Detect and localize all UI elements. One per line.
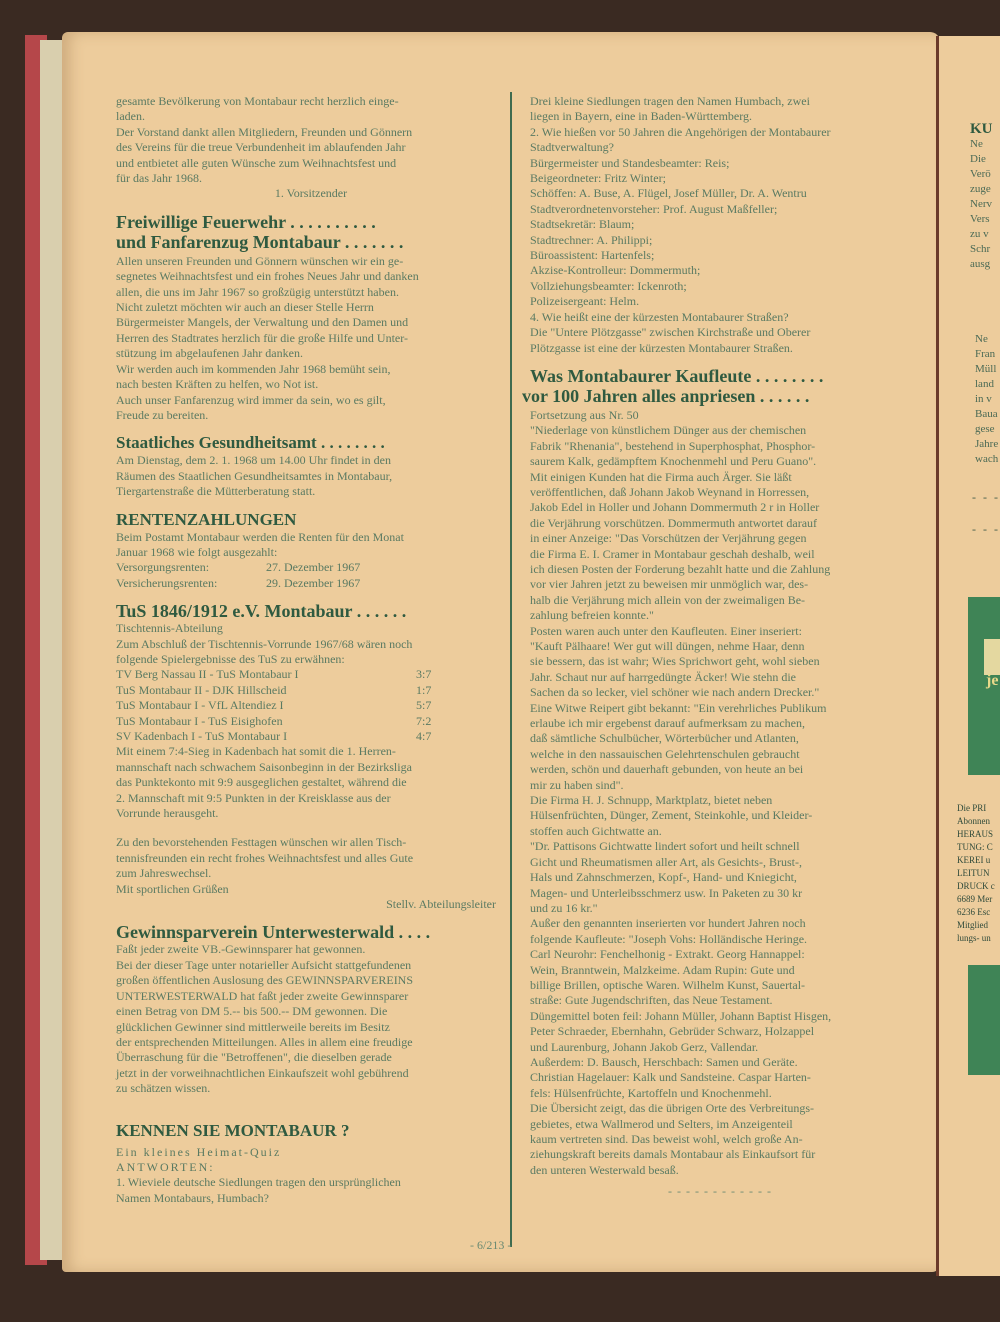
result-row [116,714,506,729]
intro-line: Der Vorstand dankt allen Mitgliedern, Freunden und Gönnern [116,124,413,139]
advertisement-box [968,597,1000,775]
page-number: - 6/213 - [470,1238,512,1252]
renten-text: Beim Postamt Montabaur werden die Renten für den Monat Januar 1968 wie folgt ausgezahlt: [116,529,404,559]
edge-line: LEITUN [957,868,990,878]
edge-line: Nerv [970,198,992,210]
edge-line: zuge [970,183,991,195]
edge-line: Die [970,153,986,165]
intro-text [116,94,506,186]
kaufleute-text: Fortsetzung aus Nr. 50 "Niederlage von künstlichem Dünger aus der chemischen Fabrik "Rhenania", bestehend in Superphosphat, Phosphor- saurem Kalk, gedämpftem Knochenmehl und Peru Guano". Mit einigen Kunden hat die Firma auch Ärger. Sie läßt veröffentlichen, daß Johann Jakob Weynand in Horressen, Jakob Edel in Holler und Johann Dommermuth 2 r in Holler die Verjährung vorschützen. Dommermuth antwortet darauf in einer Anzeige: "Das Vorschützen der Verjährung gegen die Firma E. I. Cramer in Montabaur geschah deshalb, weil ich diesen Posten der Forderung bezahlt hatte und die Zahlung vor vier Jahren jetzt zu beweisen mir unmöglich war, des- halb die Verjährung mich allein von der zweimaligen Be- zahlung befreien konnte." Posten waren auch unter den Kaufleuten. Einer inseriert: "Kauft Pälhaare! Wer gut will düngen, nehme Haar, denn sie bessern, das ist wahr; Wies Sprichwort geht, wohl sieben Jahr. Schaut nur auf harrgedüngte Äcker! Wie stehn die Sachen da so lecker, viel schöner wie nach andern Drecker." Eine Witwe Reipert gibt bekannt: "Ein verehrliches Publikum erlaube ich mir ergebenst darauf aufmerksam zu machen, daß sämtliche Schulbücher, Wörterbücher und Atlanten, welche in den nassauischen Gelehrtenschulen gebraucht werden, schön und dauerhaft gebunden, von heute an bei mir zu haben sind". Die Firma H. J. Schnupp, Marktplatz, bietet neben Hülsenfrüchten, Dünger, Zement, Steinkohle, und Kleider- stoffen auch Gichtwatte an. "Dr. Pattisons Gichtwatte lindert sofort und heilt schnell Gicht und Rheumatismen aller Art, als Gesichts-, Brust-, Hals und Zahnschmerzen, Kopf-, Hand- und Kniegicht, Magen- und Unterleibsschmerz usw. In Paketen zu 30 kr und zu 16 kr." Außer den genannten inserierten vor hundert Jahren noch folgende Kaufleute: "Joseph Vohs: Holländische Heringe. Carl Neurohr: Fenchelhonig - Extrakt. Georg Hannappel: Wein, Branntwein, Malzkeime. Adam Rupin: Gute und billige Brillen, optische Waren. Wilhelm Kunst, Sauertal- straße: Gute Jugendschriften, das Neue Testament. Düngemittel boten feil: Johann Müller, Johann Baptist Hisgen, Peter Schraeder, Ebernhahn, Gebrüder Schwarz, Holzappel und Laurenburg, Johann Jakob Gerz, Vallendar. Außerdem: D. Bausch, Herschbach: Samen und Geräte. Christian Hagelauer: Kalk und Sandsteine. Caspar Harten- fels: Hülsenfrüchte, Kartoffeln und Knochenmehl. Die Übersicht zeigt, das die übrigen Orte des Verbreitungs- gebietes, etwa Wallmerod und Selters, im Anzeigenteil kaum vertreten sind. Das beweist wohl, welch große An- ziehungskraft bereits damals Montabaur als Einkaufsort für den unteren Westerwald besaß. [530,407,832,1177]
edge-line: ausg [970,258,991,270]
feuerwehr-heading-2: und Fanfarenzug Montabaur . . . . . . . [116,231,404,252]
renten-date: 27. Dezember 1967 [266,560,361,575]
edge-line: 6689 Mer [957,894,993,904]
tus-results-table [116,667,506,744]
kennen-heading: KENNEN SIE MONTABAUR ? [116,1120,350,1140]
quiz-answers-text: Drei kleine Siedlungen tragen den Namen Humbach, zwei liegen in Bayern, eine in Baden-Württemberg. 2. Wie hießen vor 50 Jahren die Angehörigen der Montabaurer Stadtverwaltung? Bürgermeister und Standesbeamter: Reis; Beigeordneter: Fritz Winter; Schöffen: A. Buse, A. Flügel, Josef Müller, Dr. A. Wentru Stadtverordnetenvorsteher: Prof. August Maßfeller; Stadtsekretär: Blaum; Stadtrechner: A. Philippi; Büroassistent: Hartenfels; Akzise-Kontrolleur: Dommermuth; Vollziehungsbeamter: Ickenroth; Polizeisergeant: Helm. 4. Wie heißt eine der kürzesten Montabaurer Straßen? Die "Untere Plötzgasse" zwischen Kirchstraße und Oberer Plötzgasse ist eine der kürzesten Montabaurer Straßen. [530,94,831,355]
tus-heading: TuS 1846/1912 e.V. Montabaur . . . . . . [116,601,407,622]
result-score: 1:7 [416,682,432,697]
result-row [116,729,506,744]
left-column [116,94,506,1206]
edge-line: lungs- un [957,933,991,943]
advertisement-box-2 [968,965,1000,1075]
edge-line: Jahre [975,438,999,450]
facing-page-text-1 [970,122,993,272]
feuerwehr-heading-1: Freiwillige Feuerwehr . . . . . . . . . . [116,211,376,232]
edge-line: DRUCK c [957,881,995,891]
renten-table [116,560,506,591]
facing-page-dash: - - - [972,522,1000,536]
result-match: TuS Montabaur I - TuS Eisighofen [116,713,283,728]
intro-signature: 1. Vorsitzender [274,186,348,201]
edge-line: Ne [970,138,983,150]
gesundheit-heading: Staatliches Gesundheitsamt . . . . . . . . [116,433,385,453]
result-row [116,698,506,713]
result-match: SV Kadenbach I - TuS Montabaur I [116,729,288,743]
renten-row [116,560,506,575]
kennen-subtitle: Ein kleines Heimat-Quiz [116,1144,282,1159]
result-match: TV Berg Nassau II - TuS Montabaur I [116,667,299,682]
edge-line: 6236 Esc [957,907,991,917]
result-match: TuS Montabaur I - VfL Altendiez I [116,698,284,713]
advertisement-inner [984,639,1000,675]
feuerwehr-text: Allen unseren Freunden und Gönnern wünschen wir ein ge- segnetes Weihnachtsfest und ein frohes Neues Jahr und danken allen, die uns im Jahr 1967 so großzügig unterstützt haben. Nicht zuletzt möchten wir auch an dieser Stelle Herrn Bürgermeister Mangels, der Verwaltung und den Damen und Herren des Stadtrates herzlich für die große Hilfe und Unter- stützung im abgelaufenen Jahr danken. Wir werden auch im kommenden Jahr 1968 bemüht sein, nach besten Kräften zu helfen, wo Not ist. Auch unser Fanfarenzug wird immer da sein, wo es gilt, Freude zu bereiten. [116,253,419,422]
right-column [522,94,910,1200]
edge-line: Müll [975,363,997,375]
intro-line: des Vereins für die treue Verbundenheit im ablaufenden Jahr [116,140,406,155]
edge-line: Vers [970,213,990,225]
edge-line: wach [975,453,999,465]
edge-line: TUNG: C [957,842,993,852]
kennen-answers-label: ANTWORTEN: [116,1159,215,1174]
gewinn-text: Faßt jeder zweite VB.-Gewinnsparer hat gewonnen. Bei der dieser Tage unter notarieller Aufsicht stattgefundenen großen öffentlichen Auslosung des GEWINNSPARVEREINS UNTERWESTERWALD hat faßt jeder zweite Gewinnsparer einen Betrag von DM 5.-- bis 500.-- DM gewonnen. Die glücklichen Gewinner sind mittlerweile bereits im Besitz der entsprechenden Mitteilungen. Alles in allem eine freudige Überraschung für die "Betroffenen", die dieselben gerade jetzt in der vorweihnachtlichen Einkaufszeit wohl gebührend zu schätzen wissen. [116,942,414,1096]
kaufleute-heading-1: Was Montabaurer Kaufleute . . . . . . . . [530,365,824,386]
edge-line: zu v [970,228,989,240]
edge-line: Verö [970,168,991,180]
column-divider [510,92,512,1247]
edge-line: gese [975,423,995,435]
edge-line: HERAUS [957,829,994,839]
kennen-text: 1. Wieviele deutsche Siedlungen tragen den ursprünglichen Namen Montabaurs, Humbach? [116,1175,401,1205]
renten-label: Versicherungsrenten: [116,575,218,590]
edge-line: KEREI u [957,855,991,865]
result-match: TuS Montabaur II - DJK Hillscheid [116,682,287,697]
result-score: 3:7 [416,667,432,682]
tus-text-3: Zu den bevorstehenden Festtagen wünschen wir allen Tisch- tennisfreunden ein recht frohes Weihnachtsfest und alles Gute zum Jahreswechsel. Mit sportlichen Grüßen [116,835,414,896]
facing-page-text-2 [975,332,998,467]
renten-date: 29. Dezember 1967 [266,575,361,590]
edge-line: land [975,378,994,390]
renten-label: Versorgungsrenten: [116,560,210,575]
renten-row [116,576,506,591]
facing-page-dash: - - - [972,490,1000,504]
facing-page-imprint [957,802,995,945]
end-rule: - - - - - - - - - - - - [668,1184,772,1199]
advertisement-text: je [986,672,999,689]
edge-line: Fran [975,348,996,360]
tus-text: Tischtennis-Abteilung Zum Abschluß der Tischtennis-Vorrunde 1967/68 wären noch folgende Spielergebnisse des TuS zu erwähnen: [116,621,413,666]
gewinn-heading: Gewinnsparverein Unterwesterwald . . . . [116,922,431,943]
result-row [116,683,506,698]
result-row [116,667,506,682]
renten-heading: RENTENZAHLUNGEN [116,509,297,529]
edge-line: Ne [975,333,988,345]
intro-line: gesamte Bevölkerung von Montabaur recht herzlich einge- [116,94,399,108]
result-score: 4:7 [416,729,432,743]
kaufleute-heading-2: vor 100 Jahren alles anpriesen . . . . . . [522,385,810,406]
intro-line: und entbietet alle guten Wünsche zum Weihnachtsfest und [116,155,397,170]
edge-line: in v [975,393,992,405]
edge-line: Schr [970,243,991,255]
edge-line: Mitglied [957,920,988,930]
result-score: 5:7 [416,698,432,713]
intro-line: laden. [116,109,145,124]
edge-line: Abonnen [957,816,990,826]
facing-page-title: KU [970,121,993,137]
gesundheit-text: Am Dienstag, dem 2. 1. 1968 um 14.00 Uhr findet in den Räumen des Staatlichen Gesundheitsamtes in Montabaur, Tiergartenstraße die Mütterberatung statt. [116,453,393,499]
intro-line: für das Jahr 1968. [116,171,202,186]
edge-line: Die PRI [957,803,987,813]
tus-signature: Stellv. Abteilungsleiter [386,897,496,912]
tus-text-2: Mit einem 7:4-Sieg in Kadenbach hat somit die 1. Herren- mannschaft nach schwachem Saisonbeginn in der Bezirksliga das Punktekonto mit 9:9 ausgeglichen gestaltet, während die 2. Mannschaft mit 9:5 Punkten in der Kreisklasse aus der Vorrunde herausgeht. [116,744,412,821]
result-score: 7:2 [416,713,432,728]
edge-line: Baua [975,408,998,420]
